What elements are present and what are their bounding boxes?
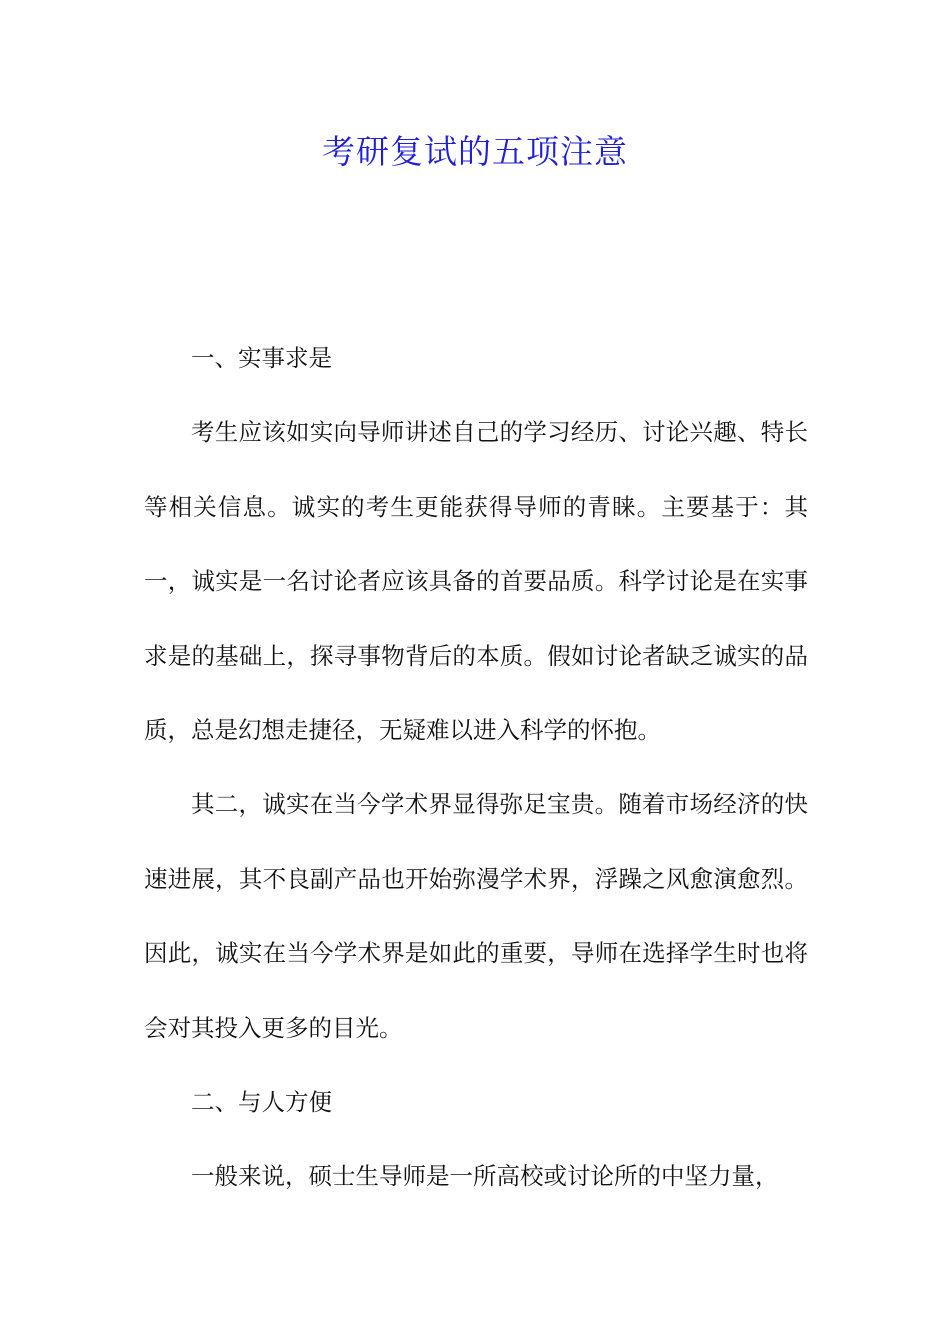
paragraph-convenience-intro: 一般来说，硕士生导师是一所高校或讨论所的中坚力量， [191, 1162, 779, 1191]
document-body [144, 321, 808, 1214]
document-title: 考研复试的五项注意 [322, 132, 628, 171]
paragraph-honesty-second: 其二，诚实在当今学术界显得弥足宝贵。随着市场经济的快速进展，其不良副产品也开始弥漫学术界，浮躁之风愈演愈烈。因此，诚实在当今学术界是如此的重要，导师在选择学生时也将会对其投入更多的目光。 [144, 790, 808, 1042]
section-heading-2: 二、与人方便 [191, 1088, 332, 1117]
paragraph-honesty-intro: 考生应该如实向导师讲述自己的学习经历、讨论兴趣、特长等相关信息。诚实的考生更能获得导师的青睐。主要基于：其一，诚实是一名讨论者应该具备的首要品质。科学讨论是在实事求是的基础上，探寻事物背后的本质。假如讨论者缺乏诚实的品质，总是幻想走捷径，无疑难以进入科学的怀抱。 [144, 418, 808, 745]
section-heading-1: 一、实事求是 [191, 344, 332, 372]
